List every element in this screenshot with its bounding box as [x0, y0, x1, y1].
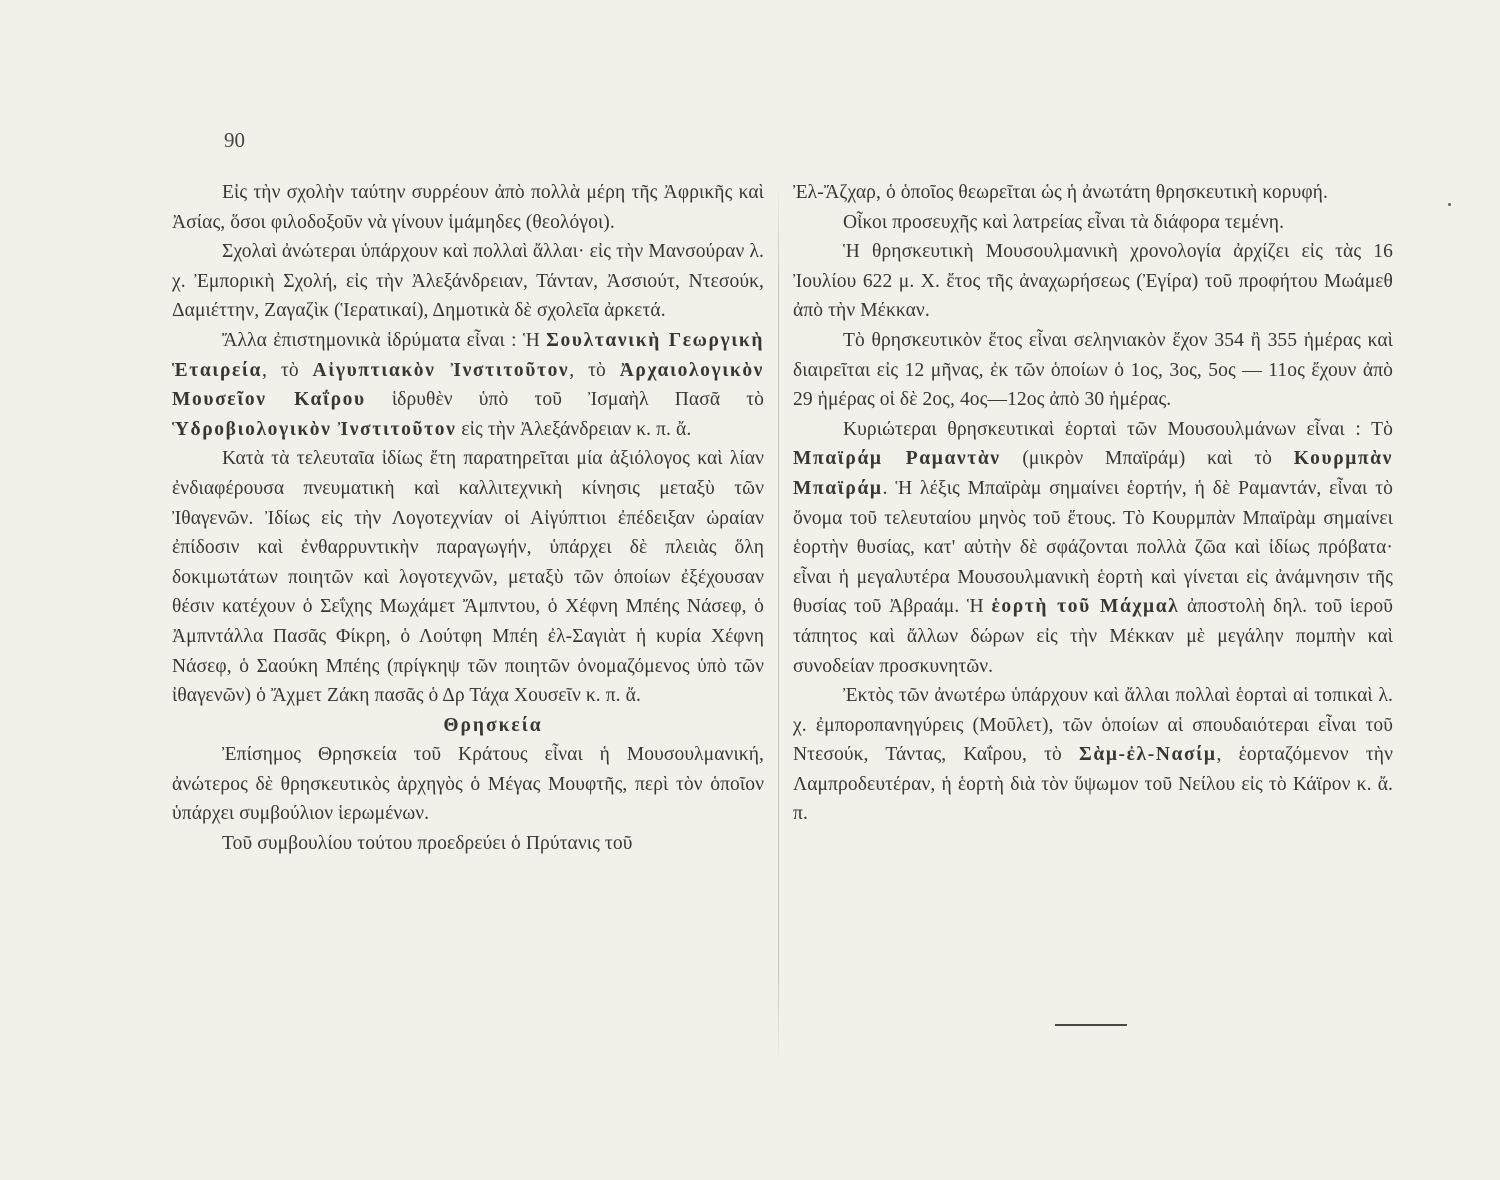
paragraph: Ἡ θρησκευτικὴ Μουσουλμανικὴ χρονολογία ἀρχίζει εἰς τὰς 16 Ἰουλίου 622 μ. Χ. ἔτος τῆς ἀναχωρήσεως (Ἐγίρα) τοῦ προφήτου Μωάμεθ ἀπὸ τὴν Μέκκαν.: [793, 241, 1393, 322]
paragraph: Ἐπίσημος Θρησκεία τοῦ Κράτους εἶναι ἡ Μουσουλμανική, ἀνώτερος δὲ θρησκευτικὸς ἀρχηγὸς ὁ Μέγας Μουφτῆς, περὶ τὸν ὁποῖον ὑπάρχει συμβούλιον ἱερωμένων.: [172, 744, 764, 825]
text: ἱδρυθὲν ὑπὸ τοῦ Ἰσμαὴλ Πασᾶ τὸ: [365, 389, 765, 411]
feast-name: Σὰμ-ἐλ-Νασίμ: [1079, 744, 1217, 766]
text: Κυριώτεραι θρησκευτικαὶ ἑορταὶ τῶν Μουσουλμάνων εἶναι : Τὸ: [843, 418, 1393, 440]
section-title: Θρησκεία: [443, 714, 543, 736]
text: , ἑορταζόμενον τὴν Λαμπροδευτέραν, ἡ ἑορτὴ διὰ τὸν ὕψωμον τοῦ Νείλου εἰς τὸ Κάϊρον κ. ἄ. π.: [793, 744, 1393, 825]
text: ἀποστολὴ δηλ. τοῦ ἱεροῦ τάπητος καὶ ἄλλων δώρων εἰς τὴν Μέκκαν μὲ μεγάλην πομπὴν καὶ συνοδείαν προσκυνητῶν.: [793, 596, 1393, 677]
institution-name: Σουλτανικὴ Γεωργικὴ Ἑταιρεία: [172, 329, 764, 381]
text: Ἐκτὸς τῶν ἀνωτέρω ὑπάρχουν καὶ ἄλλαι πολλαὶ ἑορταὶ αἱ τοπικαὶ λ. χ. ἐμποροπανηγύρεις (Μοῦλετ), τῶν ὁποίων αἱ σπουδαιότεραι εἶναι τοῦ Ντεσούκ, Τάντας, Καΐρου, τὸ: [793, 685, 1393, 766]
margin-dot: [1448, 203, 1451, 206]
institution-name: Αἰγυπτιακὸν Ἰνστιτοῦτον: [312, 359, 570, 381]
text: εἰς τὴν Ἀλεξάνδρειαν κ. π. ἄ.: [456, 418, 692, 440]
feast-name: Κουρμπὰν Μπαϊράμ: [793, 448, 1393, 499]
paragraph: [172, 326, 764, 444]
paragraph: Εἰς τὴν σχολὴν ταύτην συρρέουν ἀπὸ πολλὰ μέρη τῆς Ἀφρικῆς καὶ Ἀσίας, ὅσοι φιλοδοξοῦν νὰ γίνουν ἱμάμηδες (θεολόγοι).: [172, 182, 764, 233]
paragraph: Κατὰ τὰ τελευταῖα ἰδίως ἔτη παρατηρεῖται μία ἀξιόλογος καὶ λίαν ἐνδιαφέρουσα πνευματικὴ καὶ καλλιτεχνικὴ κίνησις μεταξὺ τῶν Ἰθαγενῶν. Ἰδίως εἰς τὴν Λογοτεχνίαν οἱ Αἰγύπτιοι ἐπέδειξαν ὡραίαν ἐπίδοσιν καὶ ἐνθαρρυντικὴν παραγωγήν, ὑπάρχει δὲ πλειὰς ὅλη δοκιμωτάτων ποιητῶν καὶ λογοτεχνῶν, μεταξὺ τῶν ὁποίων ἐξέχουσαν θέσιν κατέχουν ὁ Σεΐχης Μωχάμετ Ἄμπντου, ὁ Χέφνη Μπέης Νάσεφ, ὁ Ἀμπντάλλα Πασᾶς Φίκρη, ὁ Λούτφη Μπέη ἐλ-Σαγιὰτ ἡ κυρία Χέφνη Νάσεφ, ὁ Σαούκη Μπέης (πρίγκηψ τῶν ποιητῶν ὀνομαζόμενος ὑπὸ τῶν ἰθαγενῶν) ὁ Ἄχμετ Ζάκη πασᾶς ὁ Δρ Τάχα Χουσεῖν κ. π. ἄ.: [172, 448, 764, 707]
paragraph: Οἶκοι προσευχῆς καὶ λατρείας εἶναι τὰ διάφορα τεμένη.: [843, 211, 1285, 233]
text: , τὸ: [569, 359, 620, 381]
feast-name: ἑορτὴ τοῦ Μάχμαλ: [991, 596, 1180, 618]
paragraph: [793, 415, 1393, 681]
right-column: [793, 178, 1393, 829]
end-rule: [1055, 1024, 1127, 1026]
text: . Ἡ λέξις Μπαϊρὰμ σημαίνει ἑορτήν, ἡ δὲ Ραμαντάν, εἶναι τὸ ὄνομα τοῦ τελευταίου μηνὸς τοῦ ἔτους. Τὸ Κουρμπὰν Μπαϊρὰμ σημαίνει ἑορτὴν θυσίας, κατ' αὐτὴν δὲ σφάζονται πολλὰ ζῶα καὶ ἰδίως πρόβατα· εἶναι ἡ μεγαλυτέρα Μουσουλμανικὴ ἑορτὴ καὶ γίνεται εἰς ἀνάμνησιν τῆς θυσίας τοῦ Ἀβραάμ. Ἡ: [793, 477, 1393, 618]
text: , τὸ: [262, 359, 313, 381]
paragraph: Τοῦ συμβουλίου τούτου προεδρεύει ὁ Πρύτανις τοῦ: [222, 833, 633, 855]
institution-name: Ὑδροβιολογικὸν Ἰνστιτοῦτον: [172, 418, 457, 440]
text: (μικρὸν Μπαϊράμ) καὶ τὸ: [1000, 448, 1294, 470]
paragraph: Σχολαὶ ἀνώτεραι ὑπάρχουν καὶ πολλαὶ ἄλλαι· εἰς τὴν Μανσούραν λ. χ. Ἐμπορικὴ Σχολή, εἰς τὴν Ἀλεξάνδρειαν, Τάνταν, Ἀσσιούτ, Ντεσούκ, Δαμιέττην, Ζαγαζὶκ (Ἱερατικαί), Δημοτικὰ δὲ σχολεῖα ἀρκετά.: [172, 241, 764, 322]
institution-name: Ἀρχαιολογικὸν Μουσεῖον Καΐρου: [172, 359, 764, 411]
paragraph: [793, 681, 1393, 829]
left-column: [172, 178, 764, 859]
text: Ἄλλα ἐπιστημονικὰ ἱδρύματα εἶναι : Ἡ: [222, 329, 547, 351]
feast-name: Μπαϊράμ Ραμαντὰν: [793, 448, 1001, 470]
column-divider: [778, 185, 779, 1065]
page-number: 90: [224, 128, 245, 152]
paragraph: Τὸ θρησκευτικὸν ἔτος εἶναι σεληνιακὸν ἔχον 354 ἢ 355 ἡμέρας καὶ διαιρεῖται εἰς 12 μῆνας, ἐκ τῶν ὁποίων ὁ 1ος, 3ος, 5ος — 11ος ἔχουν ἀπὸ 29 ἡμέρας οἱ δὲ 2ος, 4ος—12ος ἀπὸ 30 ἡμέρας.: [793, 329, 1393, 411]
paragraph: Ἐλ-Ἄζχαρ, ὁ ὁποῖος θεωρεῖται ὡς ἡ ἀνωτάτη θρησκευτικὴ κορυφή.: [793, 182, 1328, 203]
